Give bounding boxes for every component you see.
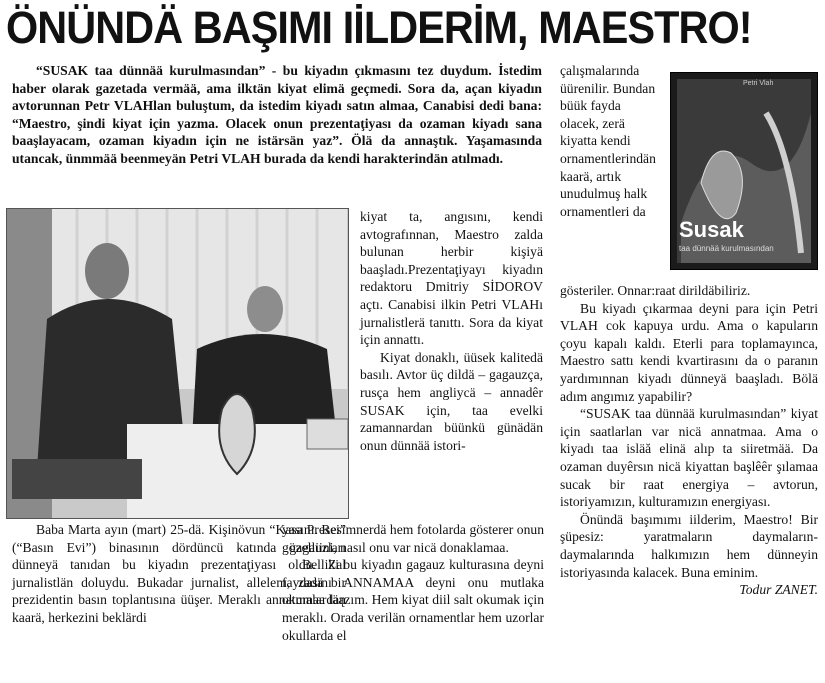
paragraph: Kiyat donaklı, üüsek kalitedä basılı. Avtor üç dildä – gagauzça, rusça hem angliycä – annadêr SUSAK için, taa evelki zamannardan büünkü günädän onun dünnää istori- xyxy=(360,349,543,453)
signature: Todur ZANET. xyxy=(739,582,818,598)
headline: ÖNÜNDÄ BAŞIMI IİLDERİM, MAESTRO! xyxy=(6,2,752,53)
body-column-right xyxy=(560,282,818,599)
book-subtitle: taa dünnää kurulmasından xyxy=(679,244,774,253)
body-column-left: Baba Marta ayın (mart) 25-dä. Kişinövun “Kasa Presei” (“Basın Evi”) binasının dördüncü katında gagauzları dünneyä tanıdan bu kiyadın prezentaţiyası oldu. Zal jurnalistlän doluydu. Bukadar jurnalist, allelem, zadä bir prezidentin basın toplantısına üüşer. Meraklı annatmalardan kaarä, herkezini beklärdi xyxy=(12,522,346,625)
book-cover xyxy=(670,72,818,270)
paragraph: Önündä başımımı iilderim, Maestro! Bir şüpesiz: yaratmaların daymaların-daymalarında halkımızın hem dünneyin istoriyasında kalacek. Buna eminim. xyxy=(560,511,818,580)
presentation-photo xyxy=(6,208,349,519)
body-column-right-top: çalışmalarında üürenilir. Bundan büük fayda olacek, zerä kiyatta kendi ornamentlerindän kaarä, artık unudulmuş halk ornamentleri da xyxy=(560,63,656,219)
paragraph: Belliki bu kiyadın gagauz kulturasına deyni faydasını ANNAMAA deyni onu mutlaka okumaa läązım. Hem kiyat diil salt okumak için meraklı. Orada verilän ornamentlar hem uzorlar okullarda el xyxy=(282,557,544,643)
paragraph: gösteriler. Onnar:raat dirildäbiliriz. xyxy=(560,283,751,298)
paragraph: yasını. Resimnerdä hem fotolarda gösterer onun gözelliini, nasıl onu var nicä donaklamaa. xyxy=(282,522,544,555)
body-column-middle xyxy=(360,208,543,454)
book-author: Petri Vlah xyxy=(743,80,774,87)
paragraph: “SUSAK taa dünnää kurulmasından” kiyat için saatlarlan var nicä annatmaa. Ama o kiyadı taa isläă elinä alıp ta siiretmää. Da ozaman duyêrsın nicä kiyattan başlêêr şılamaa sucak bir raat energiya – avtorun, istoriyamızın, kulturamızın energiyası. xyxy=(560,406,818,510)
lead-paragraph: “SUSAK taa dünnää kurulmasından” - bu kiyadın çıkmasını tez duydum. İstedim haber olarak gazetada vermää, ama ilktän kiyat elimä geçmedi. Sora da, açan kiyadın avtorunnan Petr VLAHlan buluştum, da istedim kiyadı satın almaa, Canabisi dedi bana: “Maestro, şindi kiyat için yazma. Olacek onun prezentaţiyası da ozaman kiyadı sana baaşlayacam, ozaman kiyadın için ne istärsän yaz”. Ölä da annaştık. Yaşamasında utancak, ünmmää beenmeyän Petri VLAH burada da kendi harakterindän atılmadı. xyxy=(12,63,542,166)
paragraph: kiyat ta, angısını, kendi avtografınnan, Maestro zalda bulunan herbir kişiyä baaşladı.Prezentaţiyayı kiyadın redaktoru Dmitriy SİDOROV açtı. Canabisi ilkin Petri VLAHı jurnalistlerä tanıttı. Sora da kiyat için annattı. xyxy=(360,209,543,348)
book-title: Susak xyxy=(679,217,744,242)
body-column-middle-lower xyxy=(282,521,544,644)
paragraph: Bu kiyadı çıkarmaa deyni para için Petri VLAH cok kapuya urdu. Ama o kapuların çoyu kapalı kaldı. Eterli para toplamayınca, Maestro sattı kendi kvartirasını da o paranın yardımınnan kiyadı dünneyä baaşladı. Bölä adım angımız yapabilir? xyxy=(560,300,818,404)
